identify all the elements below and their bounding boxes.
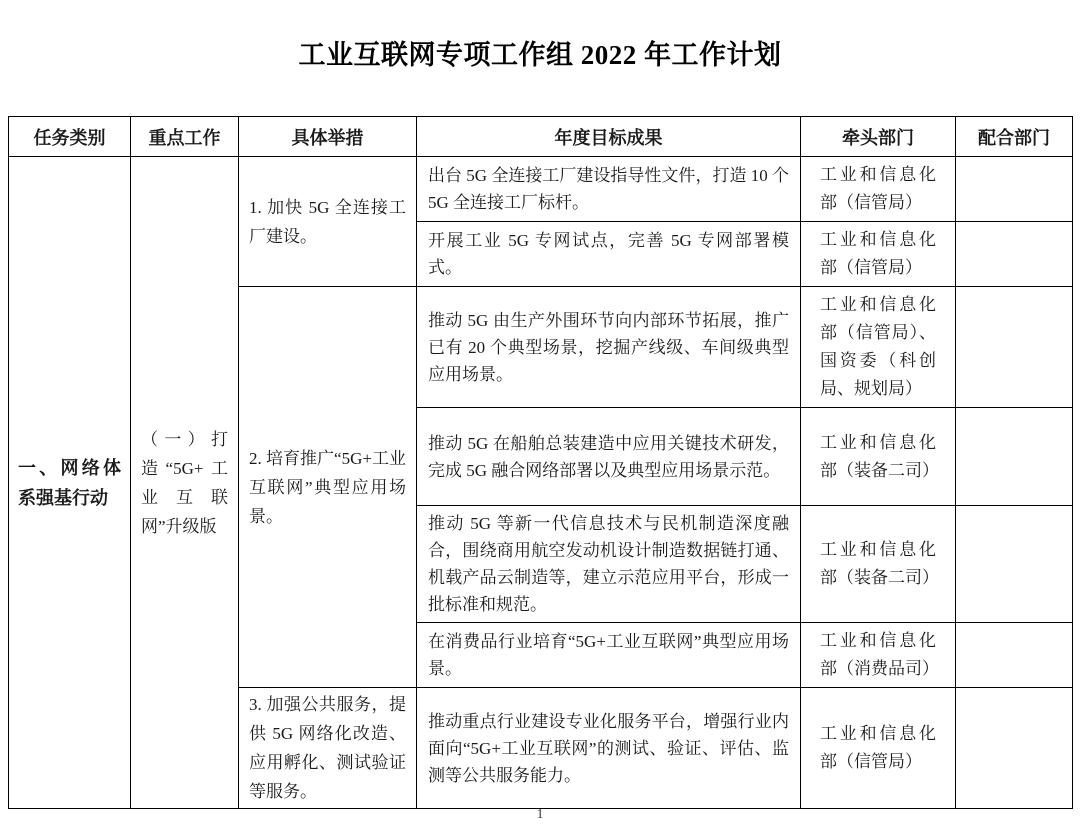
header-annual-targets: 年度目标成果 (417, 117, 801, 157)
measure-cell: 3. 加强公共服务，提供 5G 网络化改造、应用孵化、测试验证等服务。 (239, 688, 417, 809)
support-dept-cell (956, 506, 1073, 623)
lead-dept-cell: 工业和信息化部（装备二司） (801, 408, 956, 506)
header-support-dept: 配合部门 (956, 117, 1073, 157)
lead-dept-cell: 工业和信息化部（消费品司） (801, 623, 956, 688)
target-cell: 推动 5G 在船舶总装建造中应用关键技术研发，完成 5G 融合网络部署以及典型应用场景示范。 (417, 408, 801, 506)
measure-cell: 2. 培育推广“5G+工业互联网”典型应用场景。 (239, 287, 417, 688)
task-category-cell: 一、网络体系强基行动 (9, 157, 131, 809)
support-dept-cell (956, 222, 1073, 287)
document-page (0, 38, 1080, 833)
lead-dept-cell: 工业和信息化部（信管局） (801, 157, 956, 222)
target-cell: 在消费品行业培育“5G+工业互联网”典型应用场景。 (417, 623, 801, 688)
target-cell: 开展工业 5G 专网试点，完善 5G 专网部署模式。 (417, 222, 801, 287)
target-cell: 推动 5G 由生产外围环节向内部环节拓展，推广已有 20 个典型场景，挖掘产线级、车间级典型应用场景。 (417, 287, 801, 408)
header-task-category: 任务类别 (9, 117, 131, 157)
support-dept-cell (956, 623, 1073, 688)
page-number: 1 (536, 807, 544, 822)
support-dept-cell (956, 287, 1073, 408)
support-dept-cell (956, 408, 1073, 506)
support-dept-cell (956, 157, 1073, 222)
support-dept-cell (956, 688, 1073, 809)
lead-dept-cell: 工业和信息化部（装备二司） (801, 506, 956, 623)
header-lead-dept: 牵头部门 (801, 117, 956, 157)
lead-dept-cell: 工业和信息化部（信管局） (801, 688, 956, 809)
header-key-work: 重点工作 (131, 117, 239, 157)
measure-cell: 1. 加快 5G 全连接工厂建设。 (239, 157, 417, 287)
header-measures: 具体举措 (239, 117, 417, 157)
key-work-cell: （一）打造“5G+工业互联网”升级版 (131, 157, 239, 809)
target-cell: 推动 5G 等新一代信息技术与民机制造深度融合，围绕商用航空发动机设计制造数据链打通、机载产品云制造等，建立示范应用平台，形成一批标准和规范。 (417, 506, 801, 623)
table-header-row (9, 117, 1073, 157)
work-plan-table (8, 116, 1073, 809)
table-row (9, 157, 1073, 222)
target-cell: 推动重点行业建设专业化服务平台，增强行业内面向“5G+工业互联网”的测试、验证、评估、监测等公共服务能力。 (417, 688, 801, 809)
lead-dept-cell: 工业和信息化部（信管局） (801, 222, 956, 287)
lead-dept-cell: 工业和信息化部（信管局）、国资委（科创局、规划局） (801, 287, 956, 408)
page-title: 工业互联网专项工作组 2022 年工作计划 (298, 40, 782, 70)
target-cell: 出台 5G 全连接工厂建设指导性文件，打造 10 个 5G 全连接工厂标杆。 (417, 157, 801, 222)
